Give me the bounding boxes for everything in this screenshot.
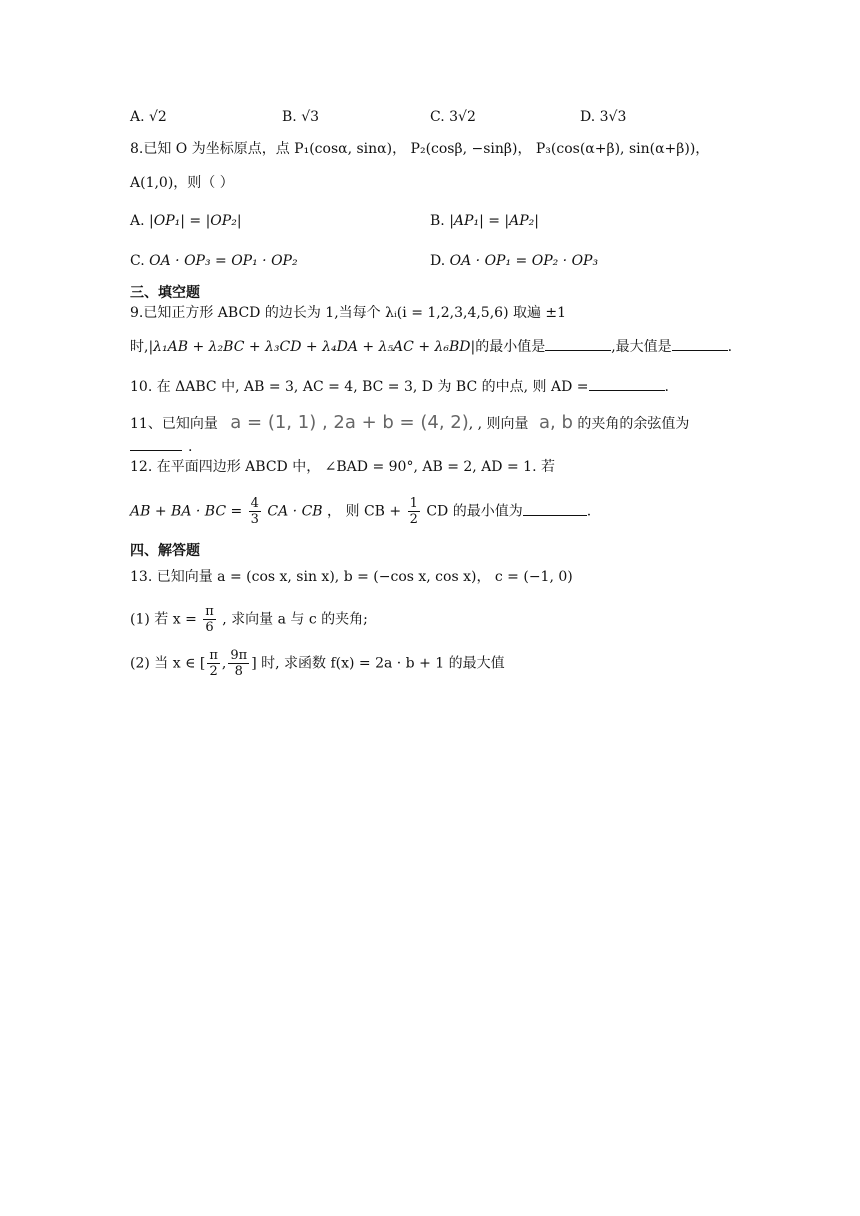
q13-part2-fraction1 [207, 648, 220, 679]
q13-part1-frac-den: 6 [205, 620, 214, 635]
q10-answer-blank[interactable] [589, 376, 665, 391]
q12-fraction-1-2 [408, 496, 420, 527]
q11-expression: a = (1, 1) , 2a + b = (4, 2) [230, 412, 469, 433]
q12-answer-blank[interactable] [523, 501, 587, 516]
q9-min-answer-blank[interactable] [545, 336, 611, 351]
q9-max-label: ,最大值是 [611, 339, 672, 355]
q11-vectors: a, b [539, 412, 573, 433]
q12-expr-left: AB + BA · BC = [130, 503, 243, 520]
q11-suffix: 的夹角的余弦值为 [577, 416, 690, 432]
q12-mid: ， 则 CB + [327, 503, 402, 520]
q13-part2-frac2-den: 8 [234, 664, 243, 679]
q13-part2-frac1-num: π [209, 648, 218, 663]
section-4-title: 四、解答题 [130, 543, 200, 559]
q8-option-c-label: C. [130, 253, 145, 269]
q11-prefix: 11、已知向量 [130, 416, 218, 432]
q12-expr-right: CA · CB [267, 503, 323, 520]
q13-part1-prefix: (1) 若 x = [130, 611, 197, 628]
q9-line2-prefix: 时, [130, 339, 149, 355]
q13-part2 [130, 648, 505, 679]
q10-line [130, 376, 669, 398]
q13-part1 [130, 604, 368, 635]
q13-part2-comma: , [221, 655, 227, 672]
q8-option-c-expr: OA · OP₃ = OP₁ · OP₂ [149, 253, 298, 269]
q12-end: . [586, 503, 592, 520]
q12-line2 [130, 496, 591, 527]
q9-min-label: 的最小值是 [475, 339, 546, 355]
q12-frac2-den: 2 [409, 512, 418, 527]
q12-frac2-num: 1 [409, 496, 418, 511]
q12-frac-den: 3 [250, 512, 259, 527]
section-3-title: 三、填空题 [130, 285, 200, 301]
q7-option-d: D. 3√3 [580, 109, 627, 125]
q13-part2-suffix: ] 时, 求函数 f(x) = 2a · b + 1 的最大值 [251, 655, 505, 672]
q11-answer-blank[interactable] [130, 436, 182, 451]
q8-option-b-expr: |AP₁| = |AP₂| [449, 213, 539, 229]
q11-line2 [130, 436, 192, 458]
q12-frac-num: 4 [250, 496, 259, 511]
q8-option-a [130, 210, 242, 232]
q13-part2-fraction2 [228, 648, 249, 679]
q8-option-b [430, 210, 539, 232]
q8-option-c [130, 250, 298, 272]
q13-part1-fraction [203, 604, 216, 635]
q8-option-a-expr: |OP₁| = |OP₂| [149, 213, 242, 229]
q7-option-c: C. 3√2 [430, 109, 476, 125]
q11-end: . [188, 439, 193, 455]
q13-part2-frac2-num: 9π [230, 648, 248, 663]
q11-line1 [130, 412, 689, 435]
q13-stem: 13. 已知向量 a = (cos x, sin x), b = (−cos x, cos x)， c = (−1, 0) [130, 569, 573, 585]
q10-end: . [664, 379, 669, 395]
q8-option-b-label: B. [430, 213, 445, 229]
q9-end: . [727, 339, 733, 355]
q12-fraction-4-3 [249, 496, 261, 527]
q9-line2 [130, 336, 732, 358]
q7-option-a: A. √2 [130, 109, 167, 125]
q13-part2-frac1-den: 2 [209, 664, 218, 679]
q8-option-d-label: D. [430, 253, 446, 269]
q9-max-answer-blank[interactable] [672, 336, 728, 351]
q13-part2-prefix: (2) 当 x ∈ [ [130, 655, 206, 672]
q8-stem-line1: 8.已知 O 为坐标原点，点 P₁(cosα, sinα)， P₂(cosβ, −sinβ)， P₃(cos(α+β), sin(α+β))， [130, 141, 710, 157]
q9-line1: 9.已知正方形 ABCD 的边长为 1,当每个 λᵢ(i = 1,2,3,4,5,6) 取遍 ±1 [130, 305, 567, 321]
q9-vector-expression: |λ₁AB + λ₂BC + λ₃CD + λ₄DA + λ₅AC + λ₆BD| [148, 339, 476, 355]
q12-tail: CD 的最小值为 [426, 503, 523, 520]
q11-mid: , , 则向量 [468, 416, 529, 432]
q7-option-b: B. √3 [282, 109, 320, 125]
q13-part1-suffix: , 求向量 a 与 c 的夹角; [222, 611, 368, 628]
q13-part1-frac-num: π [205, 604, 214, 619]
q12-line1: 12. 在平面四边形 ABCD 中， ∠BAD = 90°, AB = 2, AD = 1. 若 [130, 459, 555, 475]
q10-text: 10. 在 ΔABC 中, AB = 3, AC = 4, BC = 3, D 为 BC 的中点, 则 AD = [130, 379, 589, 395]
q8-option-d [430, 250, 598, 272]
q8-option-d-expr: OA · OP₁ = OP₂ · OP₃ [449, 253, 599, 269]
q8-stem-line2: A(1,0)，则（ ） [130, 175, 234, 191]
q8-option-a-label: A. [130, 213, 145, 229]
